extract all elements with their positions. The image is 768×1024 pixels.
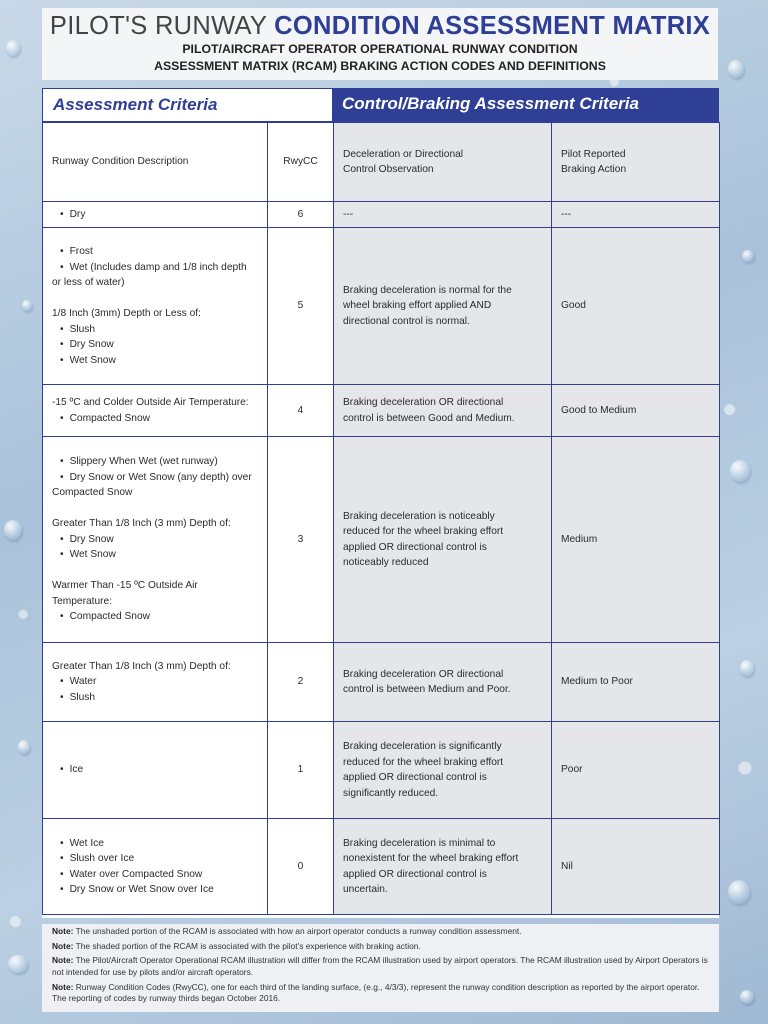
observation-line: wheel braking effort applied AND (343, 300, 492, 312)
note-text: The unshaded portion of the RCAM is associated with how an airport operator conducts a runway condition assessment. (73, 926, 522, 936)
notes-section (42, 924, 719, 1012)
water-drop (740, 660, 754, 676)
note-label: Note: (52, 926, 74, 936)
table-row (43, 385, 720, 437)
observation-cell (334, 722, 552, 819)
water-drop (18, 740, 30, 754)
observation-line: directional control is normal. (343, 315, 470, 327)
braking-action-cell: Nil (552, 819, 720, 915)
observation-line: control is between Good and Medium. (343, 412, 515, 424)
rwycc-code-cell: 5 (268, 228, 334, 385)
rwycc-code-cell: 6 (268, 202, 334, 228)
observation-line: applied OR directional control is (343, 868, 487, 880)
description-line: • Dry Snow (52, 337, 258, 353)
page-title (42, 11, 718, 41)
observation-cell (334, 385, 552, 437)
description-line: • Slush over Ice (52, 851, 258, 867)
water-drop (728, 880, 750, 904)
rwycc-code-cell: 4 (268, 385, 334, 437)
water-drop (742, 250, 754, 262)
observation-line: Braking deceleration OR directional (343, 397, 504, 408)
observation-cell (334, 228, 552, 385)
column-header-braking-action: Pilot Reported Braking Action (552, 123, 720, 202)
observation-line: reduced for the wheel braking effort (343, 526, 504, 537)
note-item (52, 926, 709, 938)
description-line: Temperature: (52, 595, 113, 607)
condition-description-cell (43, 722, 268, 819)
condition-description-cell (43, 819, 268, 915)
description-line: • Dry (52, 207, 258, 223)
observation-cell (334, 643, 552, 722)
observation-cell (334, 202, 552, 228)
condition-description-cell (43, 643, 268, 722)
braking-action-cell: --- (552, 202, 720, 228)
observation-line: reduced for the wheel braking effort (343, 756, 504, 768)
braking-action-cell: Medium (552, 437, 720, 643)
condition-description-cell (43, 437, 268, 643)
water-drop (728, 60, 744, 78)
observation-cell (334, 437, 552, 643)
rwycc-code-cell: 2 (268, 643, 334, 722)
assessment-criteria-heading: Assessment Criteria (53, 95, 218, 114)
condition-description-cell (43, 385, 268, 437)
observation-line: nonexistent for the wheel braking effort (343, 853, 519, 864)
description-line: 1/8 Inch (3mm) Depth or Less of: (52, 308, 201, 319)
description-line: • Wet Ice (52, 836, 258, 852)
water-drop (740, 990, 754, 1004)
description-line: or less of water) (52, 277, 125, 288)
description-line: • Wet Snow (52, 547, 258, 563)
table-header-row (43, 123, 720, 202)
column-header-rwycc: RwyCC (268, 123, 334, 202)
water-drop (6, 40, 20, 56)
condition-description-cell (43, 202, 268, 228)
description-line: Warmer Than -15 ºC Outside Air (52, 580, 198, 592)
note-label: Note: (52, 955, 74, 966)
note-item (52, 955, 709, 978)
note-text: The shaded portion of the RCAM is associated with the pilot's experience with braking action. (73, 940, 421, 951)
braking-criteria-band (333, 88, 719, 122)
observation-line: noticeably reduced (343, 557, 429, 568)
description-line: Compacted Snow (52, 487, 133, 499)
braking-action-cell: Medium to Poor (552, 643, 720, 722)
rcam-table (42, 122, 720, 915)
table-row (43, 202, 720, 228)
spacer (52, 563, 258, 579)
observation-line: uncertain. (343, 884, 388, 895)
note-item (52, 982, 709, 1005)
observation-cell (334, 819, 552, 915)
observation-line: Braking deceleration is noticeably (343, 510, 495, 522)
observation-line: applied OR directional control is (343, 772, 487, 783)
braking-action-cell: Poor (552, 722, 720, 819)
description-line: • Compacted Snow (52, 411, 258, 427)
title-part-2: CONDITION ASSESSMENT MATRIX (274, 12, 711, 40)
rwycc-code-cell: 0 (268, 819, 334, 915)
table-row (43, 722, 720, 819)
description-line: • Compacted Snow (52, 609, 258, 625)
observation-line: applied OR directional control is (343, 541, 487, 553)
subtitle-line-2: ASSESSMENT MATRIX (RCAM) BRAKING ACTION CODES AND DEFINITIONS (154, 59, 606, 73)
description-line: • Slush (52, 690, 258, 706)
observation-line: Braking deceleration is minimal to (343, 837, 496, 849)
braking-action-cell: Good to Medium (552, 385, 720, 437)
description-line: • Frost (52, 244, 258, 260)
note-label: Note: (52, 940, 74, 951)
observation-line: Braking deceleration is normal for the (343, 284, 512, 296)
description-line: • Wet Snow (52, 353, 258, 369)
description-line: -15 ºC and Colder Outside Air Temperature: (52, 397, 249, 408)
table-row (43, 819, 720, 915)
note-label: Note: (52, 981, 74, 992)
observation-line: significantly reduced. (343, 787, 439, 799)
table-row (43, 643, 720, 722)
braking-criteria-heading: Control/Braking Assessment Criteria (342, 94, 639, 113)
rwycc-code-cell: 3 (268, 437, 334, 643)
column-header-observation: Deceleration or Directional Control Observation (334, 123, 552, 202)
observation-line: Braking deceleration is significantly (343, 741, 502, 752)
description-line: Greater Than 1/8 Inch (3 mm) Depth of: (52, 518, 231, 530)
assessment-criteria-band (42, 88, 333, 122)
header-panel (42, 8, 718, 80)
table-row (43, 228, 720, 385)
subtitle-line-1: PILOT/AIRCRAFT OPERATOR OPERATIONAL RUNWAY CONDITION (182, 42, 578, 56)
description-line: • Dry Snow or Wet Snow (any depth) over (52, 470, 258, 486)
water-drop (4, 520, 22, 540)
rcam-matrix (42, 88, 719, 918)
title-part-1: PILOT'S RUNWAY (49, 12, 275, 40)
description-line: • Water (52, 674, 258, 690)
note-text: The Pilot/Aircraft Operator Operational RCAM illustration will differ from the RCAM illustration used by airport operators. The RCAM illustration used by Airport Operators is not intended for use by pilots and/or aircraft operators. (52, 955, 708, 977)
water-drop (730, 460, 750, 482)
description-line: • Wet (Includes damp and 1/8 inch depth (52, 260, 258, 276)
braking-action-cell: Good (552, 228, 720, 385)
description-line: • Dry Snow or Wet Snow over Ice (52, 882, 258, 898)
description-line: • Slush (52, 322, 258, 338)
rwycc-code-cell: 1 (268, 722, 334, 819)
description-line: • Ice (52, 762, 258, 778)
spacer (52, 291, 258, 307)
description-line: Greater Than 1/8 Inch (3 mm) Depth of: (52, 660, 231, 672)
condition-description-cell (43, 228, 268, 385)
note-text: Runway Condition Codes (RwyCC), one for each third of the landing surface, (e.g., 4/3/3), represent the runway condition description as reported by the airport operator. The reporting of codes by runway thirds began October 2016. (52, 981, 700, 1004)
description-line: • Water over Compacted Snow (52, 867, 258, 883)
observation-line: Braking deceleration OR directional (343, 668, 504, 680)
water-drop (8, 955, 28, 973)
description-line: • Slippery When Wet (wet runway) (52, 454, 258, 470)
observation-line: --- (343, 208, 354, 220)
table-row (43, 437, 720, 643)
observation-line: control is between Medium and Poor. (343, 684, 511, 695)
note-item (52, 941, 709, 953)
description-line: • Dry Snow (52, 532, 258, 548)
spacer (52, 501, 258, 517)
column-header-description: Runway Condition Description (43, 123, 268, 202)
water-drop (22, 300, 32, 311)
